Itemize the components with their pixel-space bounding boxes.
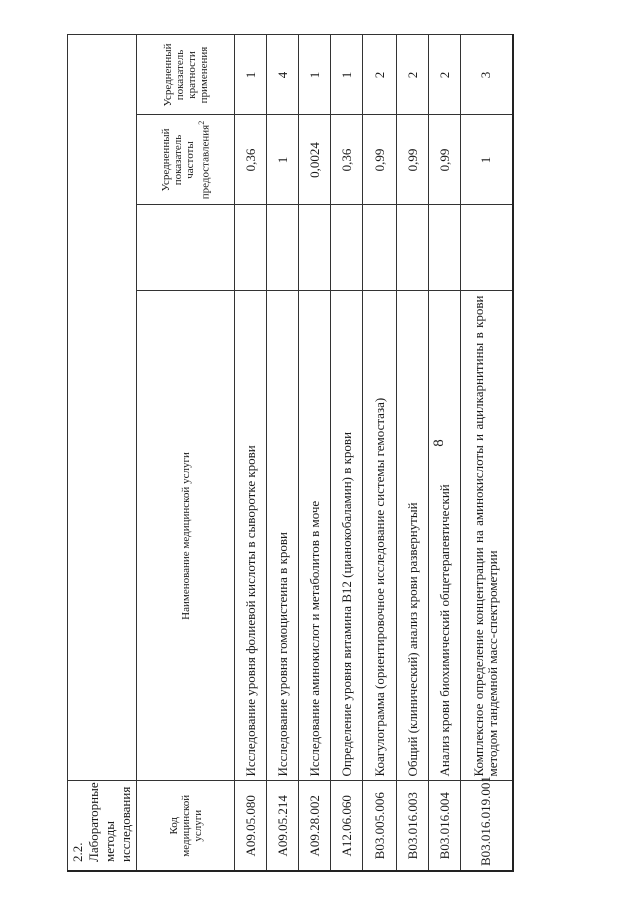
section-title-empty-cell bbox=[68, 35, 137, 781]
row-name: Анализ крови биохимический общетерапевтический bbox=[429, 291, 461, 781]
row-frequency: 0,99 bbox=[429, 115, 461, 205]
table-row bbox=[363, 35, 397, 871]
row-multiplicity: 3 bbox=[461, 35, 513, 115]
row-multiplicity: 2 bbox=[397, 35, 429, 115]
table-row bbox=[429, 35, 461, 871]
row-frequency: 0,99 bbox=[397, 115, 429, 205]
table-frame bbox=[67, 36, 501, 872]
row-name: Общий (клинический) анализ крови развернутый bbox=[397, 291, 429, 781]
table-row bbox=[299, 35, 331, 871]
rotated-table-wrapper bbox=[67, 36, 501, 872]
row-multiplicity: 1 bbox=[235, 35, 267, 115]
row-name: Комплексное определение концентрации на аминокислоты и ацилкарнитины в крови методом тандемной масс-спектрометрии bbox=[461, 291, 513, 781]
row-empty bbox=[235, 205, 267, 291]
column-header-code: Код медицинской услуги bbox=[137, 781, 235, 871]
page-number: 8 bbox=[431, 439, 447, 447]
column-header-multiplicity: Усредненный показатель кратности применения bbox=[137, 35, 235, 115]
row-name: Коагулограмма (ориентировочное исследование системы гемостаза) bbox=[363, 291, 397, 781]
row-multiplicity: 1 bbox=[331, 35, 363, 115]
frequency-header-text: Усредненный показатель частоты предоставления bbox=[159, 124, 212, 200]
row-name: Определение уровня витамина B12 (цианокобаламин) в крови bbox=[331, 291, 363, 781]
row-empty bbox=[429, 205, 461, 291]
row-name: Исследование аминокислот и метаболитов в моче bbox=[299, 291, 331, 781]
column-header-name: Наименование медицинской услуги bbox=[137, 291, 235, 781]
row-frequency: 0,0024 bbox=[299, 115, 331, 205]
row-code: A12.06.060 bbox=[331, 781, 363, 871]
row-code: B03.005.006 bbox=[363, 781, 397, 871]
row-frequency: 0,36 bbox=[235, 115, 267, 205]
row-empty bbox=[267, 205, 299, 291]
row-frequency: 0,36 bbox=[331, 115, 363, 205]
row-multiplicity: 4 bbox=[267, 35, 299, 115]
row-code: B03.016.019.001 bbox=[461, 781, 513, 871]
frequency-footnote-mark: 2 bbox=[196, 120, 206, 125]
row-code: B03.016.003 bbox=[397, 781, 429, 871]
row-multiplicity: 2 bbox=[363, 35, 397, 115]
table-row bbox=[331, 35, 363, 871]
section-title: 2.2. Лабораторные методы исследования bbox=[68, 781, 137, 871]
row-empty bbox=[331, 205, 363, 291]
column-header-empty bbox=[137, 205, 235, 291]
row-code: A09.05.214 bbox=[267, 781, 299, 871]
row-code: A09.28.002 bbox=[299, 781, 331, 871]
row-code: A09.05.080 bbox=[235, 781, 267, 871]
table-row bbox=[397, 35, 429, 871]
row-frequency: 1 bbox=[267, 115, 299, 205]
column-header-frequency bbox=[137, 115, 235, 205]
lab-methods-table bbox=[67, 35, 514, 873]
row-empty bbox=[461, 205, 513, 291]
row-code: B03.016.004 bbox=[429, 781, 461, 871]
row-name: Исследование уровня фолиевой кислоты в сыворотке крови bbox=[235, 291, 267, 781]
row-multiplicity: 2 bbox=[429, 35, 461, 115]
row-empty bbox=[397, 205, 429, 291]
row-frequency: 1 bbox=[461, 115, 513, 205]
table-row bbox=[267, 35, 299, 871]
row-name: Исследование уровня гомоцистеина в крови bbox=[267, 291, 299, 781]
row-empty bbox=[299, 205, 331, 291]
row-frequency: 0,99 bbox=[363, 115, 397, 205]
row-multiplicity: 1 bbox=[299, 35, 331, 115]
table-row bbox=[235, 35, 267, 871]
row-empty bbox=[363, 205, 397, 291]
table-row bbox=[461, 35, 513, 871]
